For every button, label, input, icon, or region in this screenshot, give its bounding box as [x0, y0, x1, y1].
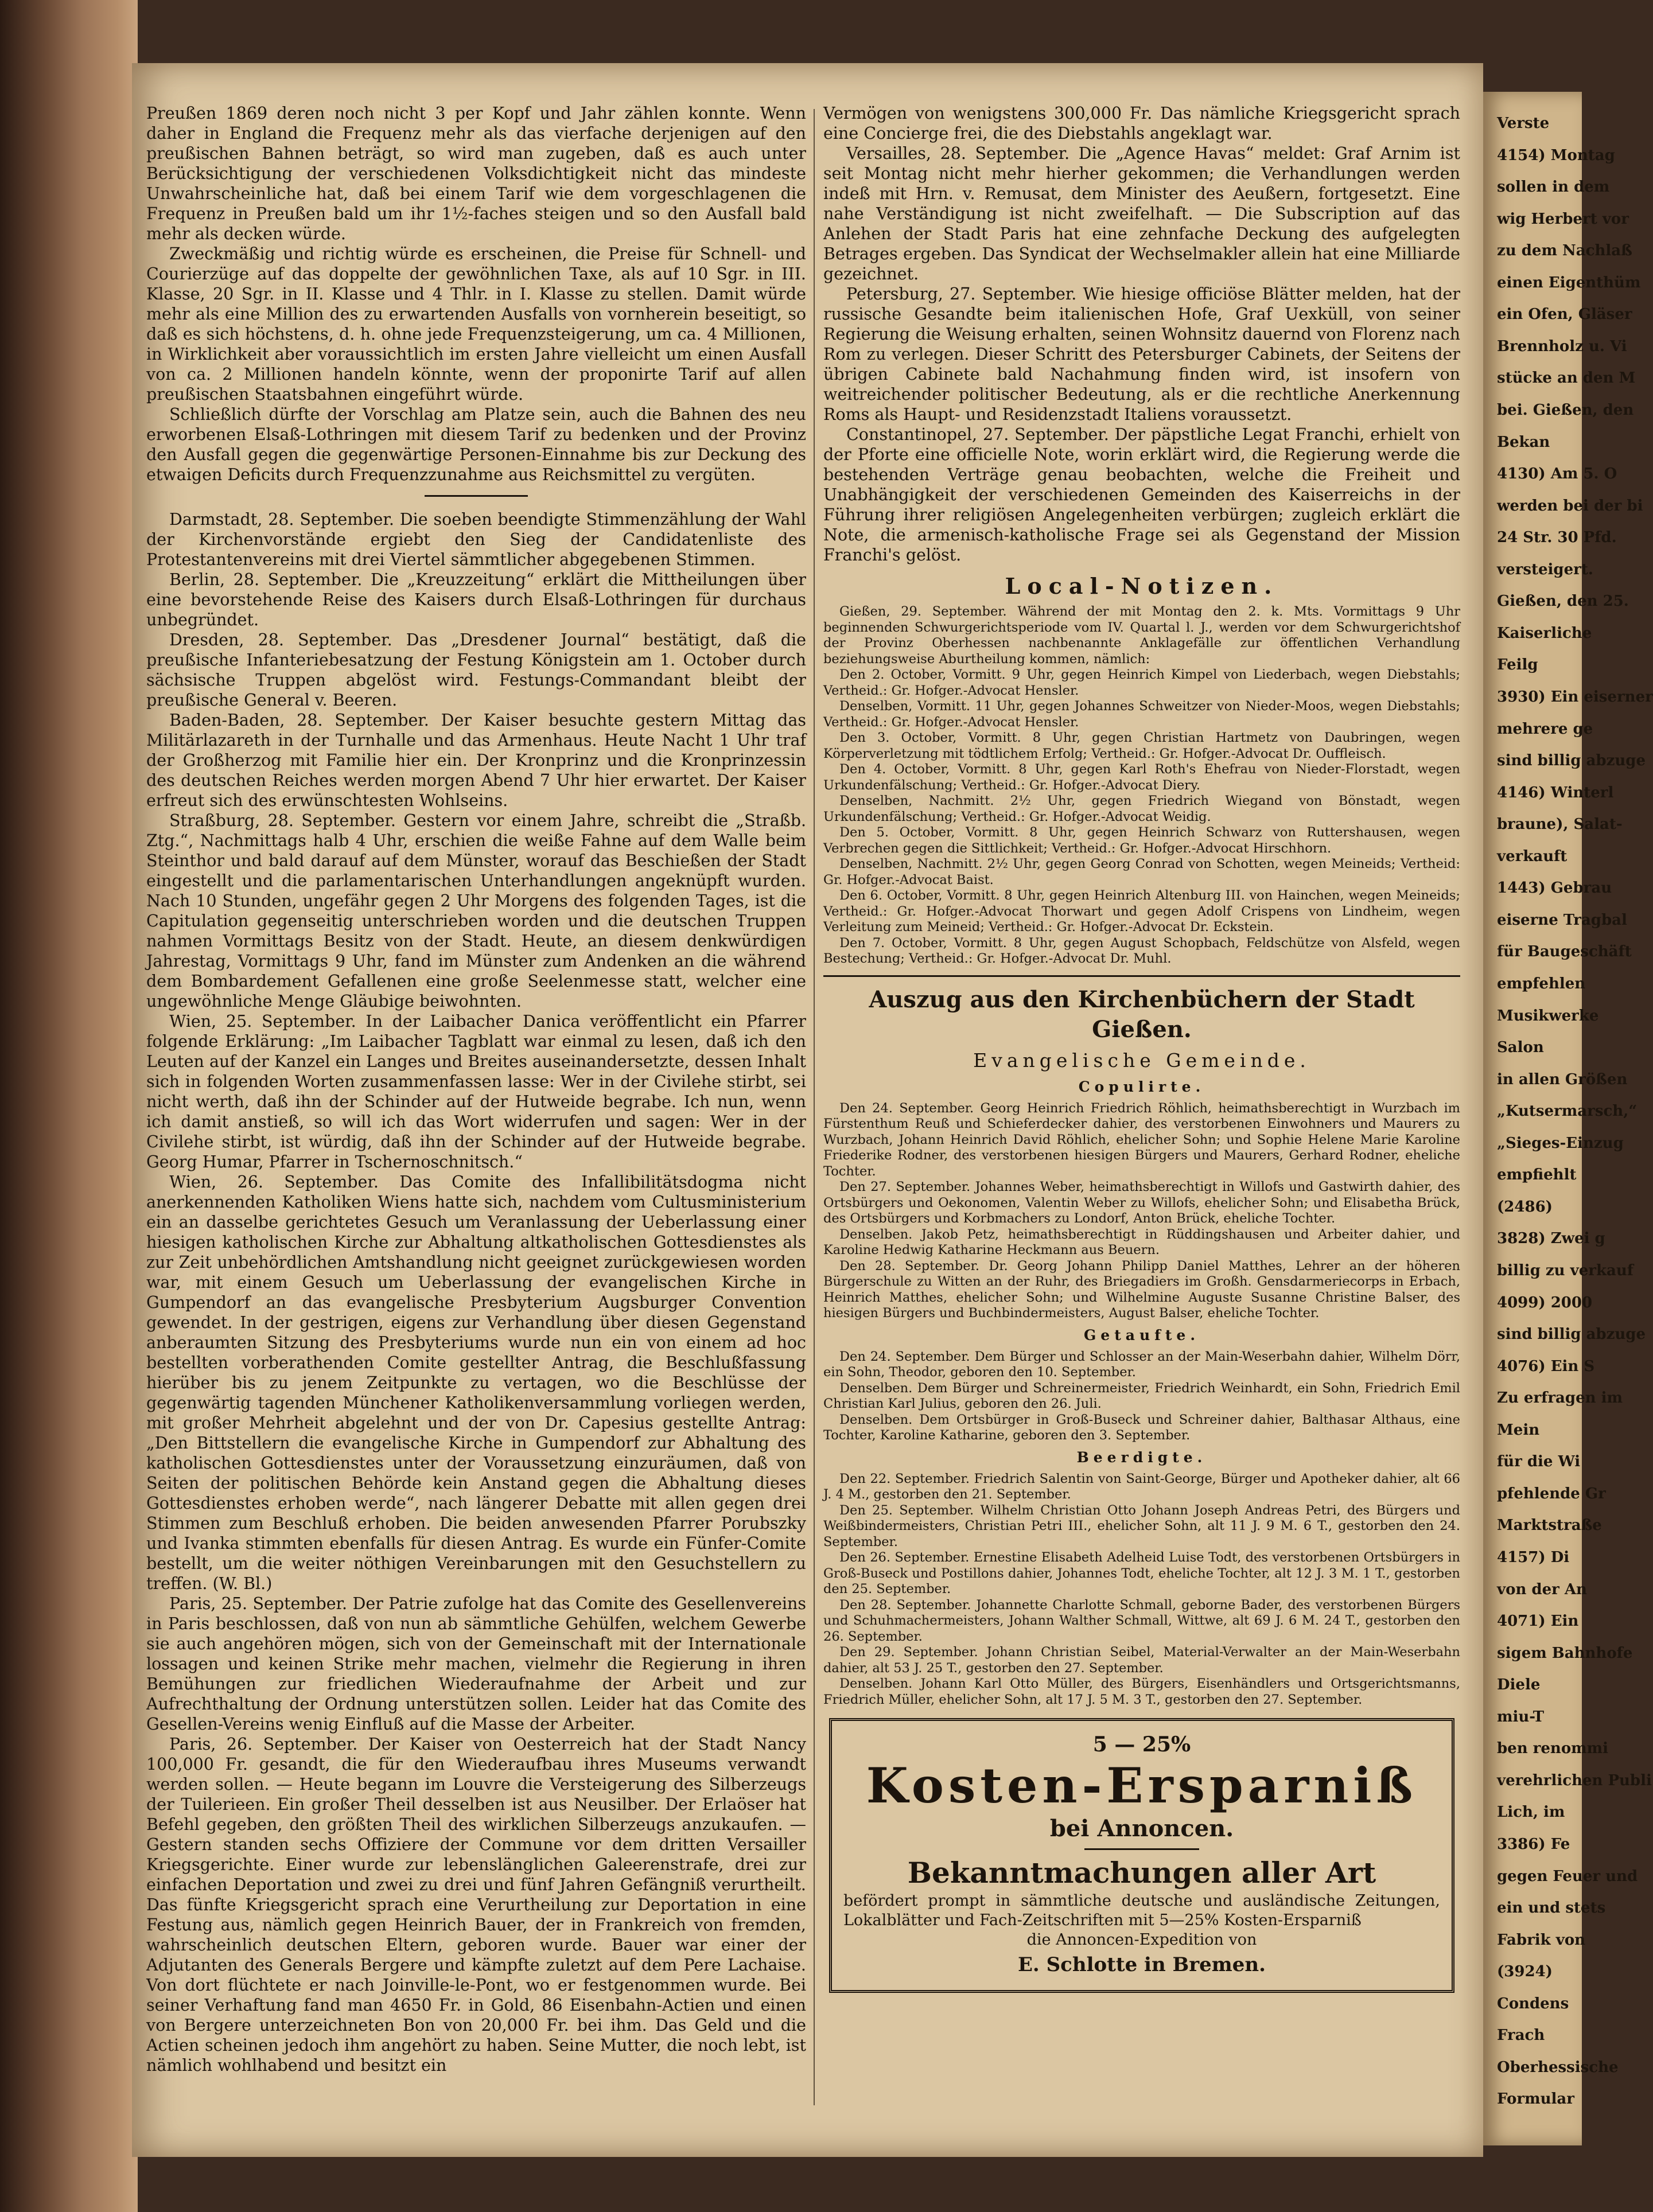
register-entry: Den 29. September. Johann Christian Seibel, Material-Verwalter an der Main-Weserbahn dahier, alt 53 J. 25 T., gestorben den 27. September. [823, 1645, 1460, 1676]
news-item-paris-1: Paris, 25. September. Der Patrie zufolge hat das Comite des Gesellenvereins in Paris beschlossen, daß von nun ab sämmtliche Gehülfen, welchem Gewerbe sie auch angehören mögen, sich von der Gemeinschaft mit der Internationale lossagen und keinen Strike mehr machen, vielmehr die Regierung in ihren Bemühungen zur friedlichen Wiederaufnahme der Arbeit und zur Aufrechthaltung der Ordnung unterstützen sollen. Leider hat das Comite des Gesellen-Vereins wenig Einfluß auf die Masse der Arbeiter. [146, 1594, 806, 1734]
adjacent-page-fragment: Zu erfragen im [1497, 1389, 1623, 1407]
court-case: Denselben, Nachmitt. 2½ Uhr, gegen Friedrich Wiegand von Bönstadt, wegen Urkundenfälschung; Vertheid.: Gr. Hofger.-Advocat Weidig. [823, 793, 1460, 824]
column-divider [814, 109, 815, 2105]
adjacent-page-fragment: Diele [1497, 1676, 1541, 1694]
adjacent-page-fragment: ben renommi [1497, 1740, 1609, 1758]
news-item-dresden: Dresden, 28. September. Das „Dresdener Journal“ bestätigt, daß die preußische Infanteriebesatzung der Festung Königstein am 1. October durch sächsische Truppen abgelöst wird. Festungs-Commandant bleibt der preußische General v. Beeren. [146, 630, 806, 710]
news-item-berlin: Berlin, 28. September. Die „Kreuzzeitung“ erklärt die Mittheilungen über eine bevorstehende Reise des Kaisers durch Elsaß-Lothringen für durchaus unbegründet. [146, 570, 806, 629]
adjacent-page-fragment: von der An [1497, 1580, 1587, 1598]
adjacent-page-fragment: 4146) Winterl [1497, 784, 1614, 801]
adjacent-page-edge [1483, 92, 1653, 2145]
adjacent-page-fragment: empfehlen [1497, 975, 1586, 992]
adjacent-page-fragment: miu-T [1497, 1708, 1545, 1726]
adjacent-page-fragment: Gießen, den 25. [1497, 593, 1629, 610]
adjacent-page-fragment: bei. Gießen, den [1497, 402, 1634, 419]
register-entry: Den 24. September. Dem Bürger und Schlosser an der Main-Weserbahn dahier, Wilhelm Dörr, ein Sohn, Theodor, geboren den 10. September. [823, 1349, 1460, 1380]
ad-subheadline: bei Annoncen. [1049, 1815, 1234, 1842]
adjacent-page-fragment: Salon [1497, 1039, 1544, 1057]
register-entry: Denselben. Dem Bürger und Schreinermeister, Friedrich Weinhardt, ein Sohn, Friedrich Emil Christian Karl Julius, geboren den 26. Juli. [823, 1380, 1460, 1411]
adjacent-page-fragment: Verste [1497, 115, 1550, 132]
adjacent-page-fragment: braune), Salat- [1497, 816, 1623, 834]
book-binding [0, 0, 138, 2212]
register-entry: Den 22. September. Friedrich Salentin von Saint-George, Bürger und Apotheker dahier, alt 66 J. 4 M., gestorben den 21. September. [823, 1471, 1460, 1502]
court-case: Den 7. October, Vormitt. 8 Uhr, gegen August Schopbach, Feldschütze von Alsfeld, wegen Bestechung; Vertheid.: Gr. Hofger.-Advocat Dr. Muhl. [823, 935, 1460, 966]
news-item-constantinopel: Constantinopel, 27. September. Der päpstliche Legat Franchi, erhielt von der Pforte eine officielle Note, worin erklärt wird, die Regierung werde die bestehenden Verträge genau beobachten, welche die Freiheit und Unabhängigkeit der verschiedenen Gemeinden des Kaiserreichs in der Führung ihrer religiösen Angelegenheiten verbürgen; zugleich erklärt die Note, die armenisch-katholische Frage sei als Gegenstand der Mission Franchi's gelöst. [823, 425, 1460, 564]
section-divider [425, 495, 528, 497]
adjacent-page-fragment: 4071) Ein [1497, 1613, 1579, 1630]
register-entry: Denselben. Jakob Petz, heimathsberechtigt in Rüddingshausen und Arbeiter dahier, und Karoline Hedwig Katharine Heckmann aus Beuern. [823, 1226, 1460, 1257]
adjacent-page-fragment: sigem Bahnhofe [1497, 1644, 1633, 1662]
adjacent-page-fragment: gegen Feuer und [1497, 1867, 1638, 1885]
adjacent-page-fragment: Frach [1497, 2027, 1545, 2044]
register-entry: Den 28. September. Johannette Charlotte Schmall, geborne Bader, des verstorbenen Bürgers und Schuhmachermeisters, Johann Walther Schmall, Wittwe, alt 69 J. 6 M. 24 T., gestorben den 26. September. [823, 1597, 1460, 1644]
adjacent-page-fragment: einen Eigenthüm [1497, 274, 1641, 291]
adjacent-page-fragment: „Sieges-Einzug [1497, 1134, 1624, 1152]
court-case: Den 4. October, Vormitt. 8 Uhr, gegen Karl Roth's Ehefrau von Nieder-Florstadt, wegen Urkundenfälschung; Vertheid.: Gr. Hofger.-Advocat Diery. [823, 762, 1460, 793]
adjacent-page-fragment: Condens [1497, 1995, 1569, 2012]
adjacent-page-fragment: verehrlichen Publi [1497, 1771, 1652, 1789]
adjacent-page-fragment: 4099) 2000 [1497, 1294, 1593, 1311]
news-item-darmstadt: Darmstadt, 28. September. Die soeben beendigte Stimmenzählung der Wahl der Kirchenvorstände ergiebt den Sieg der Candidatenliste des Protestantenvereins mit drei Viertel sämmtlicher abgegebenen Stimmen. [146, 510, 806, 569]
news-item-wien-1: Wien, 25. September. In der Laibacher Danica veröffentlicht ein Pfarrer folgende Erklärung: „Im Laibacher Tagblatt war einmal zu lesen, daß ich den Leuten auf der Kanzel ein Langes und Breites auseinandersetzte, dessen Inhalt sich in folgenden Worten zusammenfassen lasse: Wer in der Civilehe stirbt, sei nicht werth, daß ihn der Schinder auf der Hutweide begrabe. Ich nun, wenn ich damit anstieß, so will ich das Wort widerrufen und sagen: Wer in der Civilehe stirbt, ist würdig, daß ihn der Schinder auf der Hutweide begrabe. Georg Humar, Pfarrer in Tschernoschnitsch.“ [146, 1012, 806, 1171]
adjacent-page-fragment: 4154) Montag [1497, 146, 1615, 164]
article-paragraph: Zweckmäßig und richtig würde es erscheinen, die Preise für Schnell- und Courierzüge auf das doppelte der gewöhnlichen Taxe, als auf 10 Sgr. in III. Klasse, 20 Sgr. in II. Klasse und 4 Thlr. in I. Klasse zu stellen. Damit würde mehr als eine Million des zu erwartenden Ausfalls von vornherein beseitigt, so daß es sich höchstens, d. h. ohne jede Frequenzsteigerung, um ca. 4 Millionen, in Wirklichkeit aber voraussichtlich im ersten Jahre vielleicht um einen Ausfall von ca. 2 Millionen handeln könnte, wenn der proponirte Tarif auf allen preußischen Staatsbahnen eingeführt würde. [146, 244, 806, 404]
adjacent-page-fragment: Bekan [1497, 433, 1550, 451]
news-item-wien-2: Wien, 26. September. Das Comite des Infallibilitätsdogma nicht anerkennenden Katholiken Wiens hatte sich, nachdem vom Cultusministerium ein an dasselbe gerichtetes Gesuch um Veranlassung der Ueberlassung einer hiesigen katholischen Kirche zur Abhaltung altkatholischen Gottesdienstes als zur Zeit unbehördlichen Amtshandlung nicht geeignet zurückgewiesen worden war, mit einem Gesuch um Ueberlassung der evangelischen Kirche in Gumpendorf an das evangelische Presbyterium Augsburger Convention gewendet. In der gestrigen, eigens zur Verhandlung über diesen Gegenstand anberaumten Sitzung des Presbyteriums wurde nun ein von einem ad hoc bestellten vorberathenden Comite gestellter Antrag, die Beschlußfassung hierüber bis zu jenem Zeitpunkte zu vertagen, wo die Beschlüsse der gegenwärtig tagenden Münchener Katholikenversammlung vorliegen werden, mit großer Mehrheit abgelehnt und der von Dr. Capesius gestellte Antrag: „Den Bittstellern die evangelische Kirche in Gumpendorf zur Abhaltung des katholischen Gottesdienstes unter der Voraussetzung einzuräumen, daß von Seiten der politischen Behörde kein Anstand gegen die Abhaltung dieses Gottesdienstes erhoben werde“, nach längerer Debatte mit allen gegen drei Stimmen zum Beschluß erhoben. Die beiden anwesenden Pfarrer Porubszky und Ivanka stimmten ebenfalls für diesen Antrag. Es wurde ein Fünfer-Comite bestellt, um die weiter nöthigen Vereinbarungen mit den Gesuchstellern zu treffen. (W. Bl.) [146, 1173, 806, 1593]
court-case: Den 6. October, Vormitt. 8 Uhr, gegen Heinrich Altenburg III. von Hainchen, wegen Meineids; Vertheid.: Gr. Hofger.-Advocat Thorwart und gegen Adolf Crispens von Lindheim, wegen Verleitung zum Meineid; Vertheid.: Gr. Hofger.-Advocat Dr. Eckstein. [823, 888, 1460, 934]
ad-headline: Kosten-Ersparniß [866, 1757, 1418, 1814]
copulirte-heading: Copulirte. [1078, 1078, 1205, 1095]
adjacent-page-fragment: Marktstraße [1497, 1517, 1602, 1535]
adjacent-page-fragment: pfehlende Gr [1497, 1485, 1606, 1502]
adjacent-page-fragment: Feilg [1497, 656, 1538, 674]
adjacent-page-fragment: 3828) Zwei g [1497, 1230, 1605, 1248]
ad-title: Bekanntmachungen aller Art [907, 1856, 1376, 1890]
court-case: Den 5. October, Vormitt. 8 Uhr, gegen Heinrich Schwarz von Ruttershausen, wegen Verbrechen gegen die Sittlichkeit; Vertheid.: Gr. Hofger.-Advocat Hirschhorn. [823, 825, 1460, 856]
local-news-intro: Gießen, 29. September. Während der mit Montag den 2. k. Mts. Vormittags 9 Uhr beginnenden Schwurgerichtsperiode vom IV. Quartal l. J., werden vor dem Schwurgerichtshof der Provinz Oberhessen nachbenannte Anklagefälle zur öffentlichen Verhandlung beziehungsweise Aburtheilung kommen, nämlich: [823, 604, 1460, 667]
adjacent-page-fragment: stücke an den M [1497, 369, 1636, 387]
adjacent-page-fragment: sollen in dem [1497, 178, 1610, 196]
adjacent-page-fragment: in allen Größen [1497, 1070, 1628, 1088]
getaufte-heading: Getaufte. [1083, 1326, 1200, 1343]
adjacent-page-fragment: (2486) [1497, 1198, 1553, 1216]
register-entry: Den 26. September. Ernestine Elisabeth Adelheid Luise Todt, des verstorbenen Ortsbürgers in Groß-Buseck und Postillons dahier, Johannes Todt, eheliche Tochter, alt 12 J. 3 M. 1 T., gestorben den 25. September. [823, 1550, 1460, 1596]
register-entry: Den 28. September. Dr. Georg Johann Philipp Daniel Matthes, Lehrer an der höheren Bürgerschule zu Witten an der Ruhr, des Briegadiers im Großh. Gensdarmeriecorps in Erbach, Heinrich Matthes, ehelicher Sohn; und Wilhelmine Auguste Susanne Christine Balser, des hiesigen Bürgers und Buchbindermeisters, August Balser, eheliche Tochter. [823, 1258, 1460, 1321]
adjacent-page-fragment: 4076) Ein S [1497, 1357, 1595, 1375]
adjacent-page-fragment: für die Wi [1497, 1453, 1581, 1471]
adjacent-page-fragment: Lich, im [1497, 1804, 1565, 1821]
court-case: Den 3. October, Vormitt. 8 Uhr, gegen Christian Hartmetz von Daubringen, wegen Körperverletzung mit tödtlichem Erfolg; Vertheid.: Gr. Hofger.-Advocat Dr. Ouffleisch. [823, 730, 1460, 761]
register-title: Auszug aus den Kirchenbüchern der Stadt Gießen. [869, 986, 1415, 1043]
adjacent-page-fragment: versteigert. [1497, 560, 1593, 578]
ad-divider [1084, 1848, 1199, 1850]
news-item-petersburg: Petersburg, 27. September. Wie hiesige officiöse Blätter melden, hat der russische Gesandte beim italienischen Hofe, Graf Uexküll, von seiner Regierung die Weisung erhalten, seinen Wohnsitz dauernd von Florenz nach Rom zu verlegen. Dieser Schritt des Petersburger Cabinets, der Seitens der übrigen Cabinete bald Nachahmung finden wird, ist insofern von weitreichender politischer Bedeutung, als er die rechtliche Anerkennung Roms als Haupt- und Residenzstadt Italiens voraussetzt. [823, 285, 1460, 424]
register-entry: Denselben. Johann Karl Otto Müller, des Bürgers, Eisenhändlers und Ortsgerichtsmanns, Friedrich Müller, ehelicher Sohn, alt 17 J. 5 M. 3 T., gestorben den 27. September. [823, 1676, 1460, 1707]
getaufte-list [823, 1349, 1460, 1444]
adjacent-page-fragment: 4130) Am 5. O [1497, 465, 1617, 483]
news-item-versailles: Versailles, 28. September. Die „Agence Havas“ meldet: Graf Arnim ist seit Montag nicht mehr hierher gekommen; die Verhandlungen werden indeß mit Hrn. v. Remusat, dem Minister des Aeußern, fortgesetzt. Eine nahe Verständigung ist nicht zweifelhaft. — Die Subscription auf das Anlehen der Stadt Paris hat eine zehnfache Deckung des aufgelegten Betrages ergeben. Das Syndicat der Wechselmakler allein hat eine Milliarde gezeichnet. [823, 144, 1460, 283]
church-register [823, 975, 1460, 1708]
local-news-heading: Local-Notizen. [1005, 573, 1279, 599]
adjacent-page-fragment: billig zu verkauf [1497, 1262, 1633, 1279]
ad-body: befördert prompt in sämmtliche deutsche und ausländische Zeitungen, Lokalblätter und Fach-Zeitschriften mit 5—25% Kosten-Ersparniß [843, 1892, 1440, 1929]
news-item-baden-baden: Baden-Baden, 28. September. Der Kaiser besuchte gestern Mittag das Militärlazareth in der Turnhalle und das Armenhaus. Heute Nacht 1 Uhr traf der Großherzog mit Familie hier ein. Der Kronprinz und die Kronprinzessin des deutschen Reiches werden morgen Abend 7 Uhr hier erwartet. Der Kaiser erfreut sich des erwünschtesten Wohlseins. [146, 711, 806, 810]
adjacent-page-fragment: für Baugeschäft [1497, 943, 1632, 961]
article-paragraph: Vermögen von wenigstens 300,000 Fr. Das nämliche Kriegsgericht sprach eine Concierge frei, die des Diebstahls angeklagt war. [823, 104, 1460, 143]
register-entry: Den 25. September. Wilhelm Christian Otto Johann Joseph Andreas Petri, des Bürgers und Weißbindermeisters, Christian Petri III., ehelicher Sohn, alt 11 J. 9 M. 6 T., gestorben den 24. September. [823, 1502, 1460, 1549]
ad-percent: 5 — 25% [1092, 1732, 1191, 1757]
adjacent-page-fragment: Formular [1497, 2090, 1574, 2108]
adjacent-page-fragment: empfiehlt [1497, 1166, 1577, 1184]
article-paragraph: Schließlich dürfte der Vorschlag am Platze sein, auch die Bahnen des neu erworbenen Elsaß-Lothringen mit diesem Tarif zu bedenken und der Provinz den Ausfall gegen die gegenwärtige Personen-Einnahme bis zur Deckung des etwaigen Deficits durch Frequenzzunahme aus Reichsmittel zu vergüten. [146, 405, 806, 484]
beerdigte-heading: Beerdigte. [1076, 1448, 1207, 1466]
adjacent-page-fragment: wig Herbert vor [1497, 210, 1629, 228]
local-news-section [823, 604, 1460, 967]
register-entry: Den 27. September. Johannes Weber, heimathsberechtigt in Willofs und Gastwirth dahier, des Ortsbürgers und Oekonomen, Valentin Weber zu Willofs, ehelicher Sohn; und Elisabetha Brück, des Ortsbürgers und Korbmachers zu Londorf, Anton Brück, eheliche Tochter. [823, 1179, 1460, 1226]
register-subtitle: Evangelische Gemeinde. [973, 1049, 1310, 1072]
left-column [146, 103, 806, 2075]
right-column [823, 103, 1460, 1993]
adjacent-page-fragment: Musikwerke [1497, 1007, 1599, 1025]
news-item-strassburg: Straßburg, 28. September. Gestern vor einem Jahre, schreibt die „Straßb. Ztg.“, Nachmittags halb 4 Uhr, erschien die weiße Fahne auf dem Walle beim Steinthor und bald darauf auf dem Münster, worauf das Beschießen der Stadt eingestellt und die parlamentarischen Unterhandlungen angeknüpft wurden. Nach 10 Stunden, ungefähr gegen 2 Uhr Morgens des folgenden Tages, ist die Capitulation gegenseitig unterschrieben worden und die deutschen Truppen nahmen Vormittags Besitz von der Stadt. Heute, an diesem denkwürdigen Jahrestag, Vormittags 9 Uhr, fand im Münster zum Andenken an die während dem Bombardement Gefallenen eine große Seelenmesse statt, welcher eine ungewöhnliche Menge Gläubige beiwohnten. [146, 811, 806, 1011]
adjacent-page-fragment: 1443) Gebrau [1497, 879, 1612, 897]
adjacent-page-fragment: mehrere ge [1497, 720, 1593, 738]
adjacent-page-fragment: Kaiserliche [1497, 624, 1592, 642]
adjacent-page-fragment: sind billig abzuge [1497, 1326, 1646, 1343]
adjacent-page-fragment: (3924) [1497, 1963, 1553, 1981]
news-item-paris-2: Paris, 26. September. Der Kaiser von Oesterreich hat der Stadt Nancy 100,000 Fr. gesandt, die für den Wiederaufbau ihres Museums verwandt werden sollen. — Heute begann im Louvre die Versteigerung des Silberzeugs der Tuilerieen. Ein großer Theil desselben ist aus Neusilber. Der Erlaöser hat Befehl gegeben, den größten Theil des wirklichen Silberzeugs anzukaufen. — Gestern standen sechs Offiziere der Commune vor dem dritten Versailler Kriegsgerichte. Einer wurde zur lebenslänglichen Galeerenstrafe, drei zur einfachen Deportation und zwei zu drei und fünf Jahren Gefängniß verurtheilt. Das fünfte Kriegsgericht sprach eine Verurtheilung zur Deportation in eine Festung aus, nämlich gegen Heinrich Bauer, der in Frankreich von fremden, wahrscheinlich deutschen Eltern, geboren wurde. Bauer war einer der Adjutanten des Generals Bergere und kämpfte zuletzt auf dem Pere Lachaise. Von dort flüchtete er nach Joinville-le-Pont, wo er festgenommen wurde. Bei seiner Verhaftung fand man 4650 Fr. in Gold, 86 Eisenbahn-Actien und einen von Bergere unterzeichneten Bon von 20,000 Fr. bei ihm. Das Geld und die Actien scheinen jedoch ihm angehört zu haben. Seine Mutter, die noch lebt, ist nämlich wohlhabend und besitzt ein [146, 1735, 806, 2075]
adjacent-page-fragment: 3386) Fe [1497, 1836, 1570, 1853]
register-entry: Denselben. Dem Ortsbürger in Groß-Buseck und Schreiner dahier, Balthasar Althaus, eine Tochter, Karoline Katharine, geboren den 3. September. [823, 1412, 1460, 1443]
adjacent-page-fragment: ein Ofen, Gläser [1497, 306, 1632, 324]
adjacent-page-fragment: werden bei der bi [1497, 497, 1643, 515]
adjacent-page-fragment: zu dem Nachlaß [1497, 242, 1632, 260]
adjacent-page-fragment: 4157) Di [1497, 1549, 1570, 1566]
adjacent-page-fragment: verkauft [1497, 847, 1568, 865]
newspaper-page [132, 63, 1483, 2157]
adjacent-page-fragment: 24 Str. 30 Pfd. [1497, 529, 1617, 547]
court-case: Denselben, Vormitt. 11 Uhr, gegen Johannes Schweitzer von Nieder-Moos, wegen Diebstahls; Vertheid.: Gr. Hofger.-Advocat Hensler. [823, 699, 1460, 730]
article-paragraph: Preußen 1869 deren noch nicht 3 per Kopf und Jahr zählen konnte. Wenn daher in England die Frequenz mehr als das vierfache derjenigen auf den preußischen Bahnen beträgt, so wird man zugeben, daß es auch unter Berücksichtigung der verschiedenen Volksdichtigkeit nicht das mindeste Unwahrscheinliche hat, daß bei einem Tarif wie dem vorgeschlagenen die Frequenz in Preußen bald um ihr 1½-faches steigen und so den Ausfall bald mehr als decken würde. [146, 104, 806, 243]
court-case: Den 2. October, Vormitt. 9 Uhr, gegen Heinrich Kimpel von Liederbach, wegen Diebstahls; Vertheid.: Gr. Hofger.-Advocat Hensler. [823, 667, 1460, 698]
adjacent-page-fragment: Oberhessische [1497, 2058, 1619, 2076]
copulirte-list [823, 1101, 1460, 1322]
court-case: Denselben, Nachmitt. 2½ Uhr, gegen Georg Conrad von Schotten, wegen Meineids; Vertheid: Gr. Hofger.-Advocat Baist. [823, 856, 1460, 887]
adjacent-page-fragment: 3930) Ein eiserner [1497, 688, 1653, 706]
adjacent-page-fragment: Mein [1497, 1421, 1540, 1439]
beerdigte-list [823, 1471, 1460, 1708]
adjacent-page-fragment: „Kutsermarsch,“ [1497, 1103, 1638, 1120]
adjacent-page-fragment: eiserne Tragbal [1497, 911, 1627, 929]
ad-agency: E. Schlotte in Bremen. [1018, 1953, 1266, 1976]
ad-agency-line: die Annoncen-Expedition von [1026, 1931, 1257, 1949]
adjacent-page-fragment: Brennholz u. Vi [1497, 337, 1627, 355]
adjacent-page-fragment: Fabrik von [1497, 1931, 1586, 1949]
advertisement-box [829, 1718, 1454, 1993]
adjacent-page-fragment: ein und stets [1497, 1899, 1606, 1917]
adjacent-page-fragment: sind billig abzuge [1497, 752, 1646, 770]
register-entry: Den 24. September. Georg Heinrich Friedrich Röhlich, heimathsberechtigt in Wurzbach im Fürstenthum Reuß und Schieferdecker dahier, des verstorbenen Einwohners und Maurers zu Wurzbach, Johann Heinrich David Röhlich, ehelicher Sohn; und Sophie Helene Marie Karoline Friederike Rodner, des verstorbenen hiesigen Bürgers und Maurers, Gerhard Rodner, eheliche Tochter. [823, 1100, 1460, 1179]
